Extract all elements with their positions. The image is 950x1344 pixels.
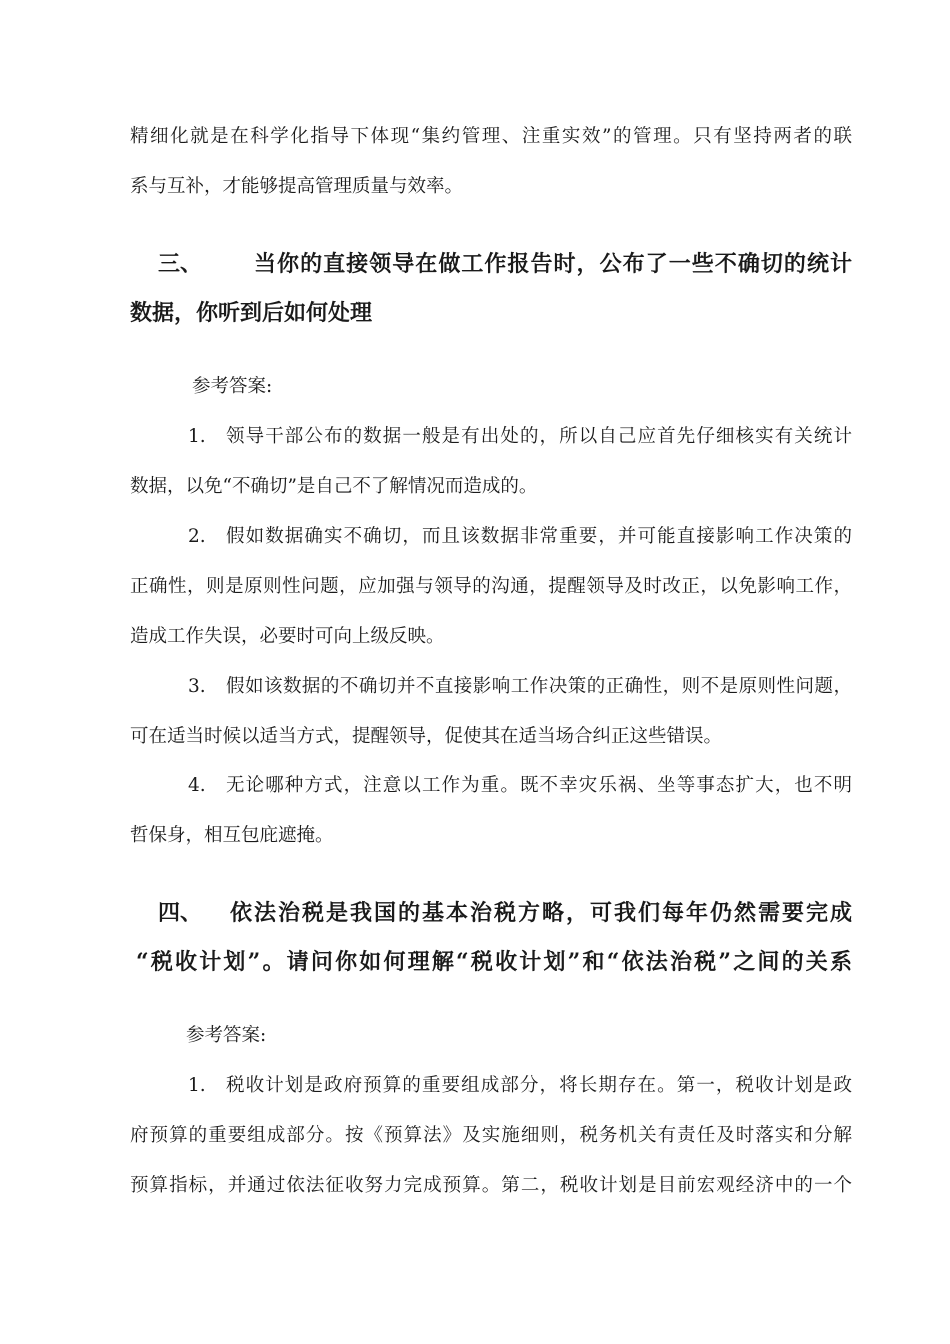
- section3-item-2-number: 2.: [188, 526, 206, 547]
- section3-title-line-1: 当你的直接领导在做工作报告时，公布了一些不确切的统计: [254, 251, 852, 277]
- section4-item-1-line-1: 税收计划是政府预算的重要组成部分，将长期存在。第一，税收计划是政: [226, 1075, 852, 1096]
- intro-line-1: 精细化就是在科学化指导下体现“集约管理、注重实效”的管理。只有坚持两者的联: [130, 126, 852, 147]
- section4-answer-label: 参考答案:: [186, 1025, 267, 1046]
- section3-number: 三、: [158, 251, 203, 277]
- section4-number: 四、: [158, 900, 203, 926]
- section3-answer-label: 参考答案:: [192, 376, 273, 397]
- section3-item-2-line-1: 假如数据确实不确切，而且该数据非常重要，并可能直接影响工作决策的: [226, 526, 852, 547]
- section4-item-1-line-2: 府预算的重要组成部分。按《预算法》及实施细则，税务机关有责任及时落实和分解: [130, 1125, 852, 1146]
- section3-item-2-line-2: 正确性，则是原则性问题，应加强与领导的沟通，提醒领导及时改正，以免影响工作，: [130, 576, 852, 597]
- section3-item-4-line-2: 哲保身，相互包庇遮掩。: [130, 825, 334, 846]
- section4-item-1-number: 1.: [188, 1075, 206, 1096]
- section4-title-line-2: “税收计划”。请问你如何理解“税收计划”和“依法治税”之间的关系: [136, 949, 852, 975]
- intro-line-2: 系与互补，才能够提高管理质量与效率。: [130, 176, 464, 197]
- section3-item-1-line-2: 数据，以免“不确切”是自己不了解情况而造成的。: [130, 476, 538, 497]
- section3-item-2-line-3: 造成工作失误，必要时可向上级反映。: [130, 626, 445, 647]
- section3-item-1-number: 1.: [188, 426, 206, 447]
- section3-item-3-number: 3.: [188, 676, 206, 697]
- section4-item-1-line-3: 预算指标，并通过依法征收努力完成预算。第二，税收计划是目前宏观经济中的一个: [130, 1175, 852, 1196]
- section3-item-3-line-1: 假如该数据的不确切并不直接影响工作决策的正确性，则不是原则性问题，: [226, 676, 852, 697]
- section4-title-line-1: 依法治税是我国的基本治税方略，可我们每年仍然需要完成: [230, 900, 852, 926]
- section3-item-3-line-2: 可在适当时候以适当方式，提醒领导，促使其在适当场合纠正这些错误。: [130, 726, 723, 747]
- section3-item-4-number: 4.: [188, 775, 206, 796]
- section3-item-4-line-1: 无论哪种方式，注意以工作为重。既不幸灾乐祸、坐等事态扩大，也不明: [226, 775, 852, 796]
- section3-item-1-line-1: 领导干部公布的数据一般是有出处的，所以自己应首先仔细核实有关统计: [226, 426, 852, 447]
- section3-title-line-2: 数据，你听到后如何处理: [130, 300, 373, 326]
